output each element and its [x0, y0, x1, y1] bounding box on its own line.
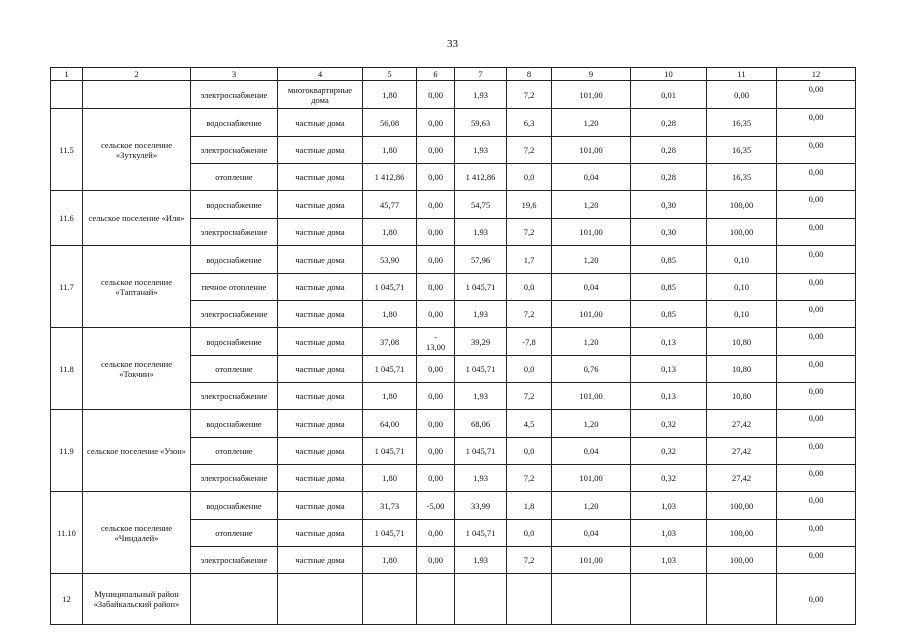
value-cell-c10: 0,13	[631, 383, 707, 410]
row-number-cell: 11.7	[51, 246, 83, 328]
value-cell-c5: 37,08	[363, 328, 417, 356]
value-cell-c7: 1,93	[455, 301, 507, 328]
value-cell-c5: 1 045,71	[363, 274, 417, 301]
value-cell-c12: 0,00	[777, 137, 856, 164]
value-cell-c8: 0,0	[507, 438, 552, 465]
value-cell-c11: 27,42	[707, 465, 777, 492]
value-cell-c11: 0,00	[707, 81, 777, 109]
value-cell-c12: 0,00	[777, 164, 856, 191]
value-cell-c7: 39,29	[455, 328, 507, 356]
empty-cell	[631, 574, 707, 625]
value-cell-c9: 1,20	[552, 191, 631, 219]
row-number-cell: 11.6	[51, 191, 83, 246]
value-cell-c11: 0,10	[707, 301, 777, 328]
value-cell-c8: 1,7	[507, 246, 552, 274]
value-cell-c6: 0,00	[417, 465, 455, 492]
value-cell-c8: 4,5	[507, 410, 552, 438]
value-cell-c12: 0,00	[777, 109, 856, 137]
value-cell-c5: 1,80	[363, 465, 417, 492]
value-cell-c9: 101,00	[552, 547, 631, 574]
row-number-cell	[51, 81, 83, 109]
housing-cell: частные дома	[278, 410, 363, 438]
service-cell: отопление	[191, 356, 278, 383]
housing-cell: частные дома	[278, 246, 363, 274]
column-number-7: 7	[455, 68, 507, 81]
value-cell-c10: 1,03	[631, 492, 707, 520]
service-cell: водоснабжение	[191, 328, 278, 356]
service-cell: электроснабжение	[191, 137, 278, 164]
service-cell: электроснабжение	[191, 383, 278, 410]
value-cell-c9: 1,20	[552, 328, 631, 356]
housing-cell: частные дома	[278, 219, 363, 246]
value-cell-c12: 0,00	[777, 438, 856, 465]
column-number-8: 8	[507, 68, 552, 81]
service-cell: электроснабжение	[191, 301, 278, 328]
value-cell-c6: 0,00	[417, 191, 455, 219]
value-cell-c8: 19,6	[507, 191, 552, 219]
value-cell-c6: 0,00	[417, 438, 455, 465]
value-cell-c8: 0,0	[507, 274, 552, 301]
value-cell-c12: 0,00	[777, 465, 856, 492]
value-cell-c12: 0,00	[777, 246, 856, 274]
value-cell-c7: 68,06	[455, 410, 507, 438]
value-cell-c7: 33,99	[455, 492, 507, 520]
value-cell-c11: 10,80	[707, 383, 777, 410]
value-cell-c10: 0,28	[631, 164, 707, 191]
table-row	[51, 574, 856, 625]
value-cell-c10: 0,28	[631, 109, 707, 137]
value-cell-c6: 0,00	[417, 219, 455, 246]
service-cell: электроснабжение	[191, 219, 278, 246]
value-cell-c6: 0,00	[417, 301, 455, 328]
value-cell-c7: 1,93	[455, 81, 507, 109]
value-cell-c10: 0,85	[631, 274, 707, 301]
value-cell-c6: 0,00	[417, 274, 455, 301]
value-cell-c6: 0,00	[417, 137, 455, 164]
service-cell: отопление	[191, 438, 278, 465]
value-cell-c8: 7,2	[507, 383, 552, 410]
table-row	[51, 410, 856, 438]
value-cell-c12: 0,00	[777, 410, 856, 438]
empty-cell	[417, 574, 455, 625]
settlement-name-cell: сельское поселение «Таптанай»	[83, 246, 191, 328]
value-cell-c10: 0,30	[631, 191, 707, 219]
table-row	[51, 109, 856, 137]
value-cell-c7: 1 412,86	[455, 164, 507, 191]
value-cell-c9: 1,20	[552, 410, 631, 438]
value-cell-c11: 27,42	[707, 410, 777, 438]
value-cell-c10: 0,32	[631, 465, 707, 492]
value-cell-c6: 0,00	[417, 410, 455, 438]
service-cell: водоснабжение	[191, 492, 278, 520]
value-cell-c11: 16,35	[707, 164, 777, 191]
value-cell-c11: 10,80	[707, 356, 777, 383]
value-cell-c9: 1,20	[552, 246, 631, 274]
empty-cell	[507, 574, 552, 625]
page-number: 33	[447, 38, 458, 50]
table-row	[51, 81, 856, 109]
row-number-cell: 11.9	[51, 410, 83, 492]
table-row	[51, 191, 856, 219]
housing-cell: частные дома	[278, 274, 363, 301]
table-row	[51, 328, 856, 356]
value-cell-c12: 0,00	[777, 492, 856, 520]
housing-cell: частные дома	[278, 109, 363, 137]
housing-cell: частные дома	[278, 356, 363, 383]
column-number-5: 5	[363, 68, 417, 81]
empty-cell	[707, 574, 777, 625]
value-cell-c7: 1,93	[455, 219, 507, 246]
value-cell-c12: 0,00	[777, 574, 856, 625]
value-cell-c10: 0,85	[631, 246, 707, 274]
empty-cell	[191, 574, 278, 625]
value-cell-c12: 0,00	[777, 219, 856, 246]
column-number-4: 4	[278, 68, 363, 81]
housing-cell: многоквартирные дома	[278, 81, 363, 109]
value-cell-c11: 0,10	[707, 246, 777, 274]
value-cell-c6: 0,00	[417, 164, 455, 191]
empty-cell	[455, 574, 507, 625]
value-cell-c11: 100,00	[707, 492, 777, 520]
value-cell-c8: 0,0	[507, 356, 552, 383]
value-cell-c12: 0,00	[777, 383, 856, 410]
value-cell-c10: 0,28	[631, 137, 707, 164]
value-cell-c11: 100,00	[707, 547, 777, 574]
housing-cell: частные дома	[278, 520, 363, 547]
value-cell-c6: 0,00	[417, 109, 455, 137]
value-cell-c8: -7,8	[507, 328, 552, 356]
value-cell-c5: 1,80	[363, 219, 417, 246]
value-cell-c5: 1 045,71	[363, 520, 417, 547]
row-number-cell: 11.5	[51, 109, 83, 191]
value-cell-c7: 1,93	[455, 137, 507, 164]
empty-cell	[363, 574, 417, 625]
value-cell-c10: 1,03	[631, 547, 707, 574]
housing-cell: частные дома	[278, 383, 363, 410]
value-cell-c5: 1 412,86	[363, 164, 417, 191]
value-cell-c8: 7,2	[507, 81, 552, 109]
table-row	[51, 492, 856, 520]
row-number-cell: 11.10	[51, 492, 83, 574]
value-cell-c5: 1,80	[363, 81, 417, 109]
value-cell-c7: 1 045,71	[455, 356, 507, 383]
value-cell-c8: 0,0	[507, 164, 552, 191]
service-cell: печное отопление	[191, 274, 278, 301]
value-cell-c5: 64,00	[363, 410, 417, 438]
value-cell-c7: 1 045,71	[455, 438, 507, 465]
value-cell-c9: 101,00	[552, 137, 631, 164]
value-cell-c6: 0,00	[417, 547, 455, 574]
column-number-1: 1	[51, 68, 83, 81]
housing-cell: частные дома	[278, 328, 363, 356]
value-cell-c10: 0,32	[631, 438, 707, 465]
value-cell-c6: -5,00	[417, 492, 455, 520]
value-cell-c11: 10,80	[707, 328, 777, 356]
value-cell-c12: 0,00	[777, 191, 856, 219]
value-cell-c11: 16,35	[707, 137, 777, 164]
value-cell-c12: 0,00	[777, 328, 856, 356]
service-cell: отопление	[191, 164, 278, 191]
value-cell-c8: 7,2	[507, 301, 552, 328]
value-cell-c5: 1,80	[363, 301, 417, 328]
value-cell-c11: 0,10	[707, 274, 777, 301]
value-cell-c10: 0,30	[631, 219, 707, 246]
value-cell-c7: 1,93	[455, 547, 507, 574]
value-cell-c11: 100,00	[707, 191, 777, 219]
value-cell-c7: 57,96	[455, 246, 507, 274]
settlement-name-cell: сельское поселение «Чиндалей»	[83, 492, 191, 574]
value-cell-c8: 7,2	[507, 547, 552, 574]
service-cell: электроснабжение	[191, 547, 278, 574]
value-cell-c6: 0,00	[417, 383, 455, 410]
value-cell-c10: 0,32	[631, 410, 707, 438]
value-cell-c12: 0,00	[777, 356, 856, 383]
value-cell-c8: 7,2	[507, 219, 552, 246]
value-cell-c8: 7,2	[507, 465, 552, 492]
value-cell-c5: 1,80	[363, 137, 417, 164]
row-number-cell: 12	[51, 574, 83, 625]
service-cell: отопление	[191, 520, 278, 547]
value-cell-c8: 1,8	[507, 492, 552, 520]
header-row	[51, 68, 856, 81]
value-cell-c7: 54,75	[455, 191, 507, 219]
value-cell-c9: 101,00	[552, 383, 631, 410]
settlement-name-cell: сельское поселение «Иля»	[83, 191, 191, 246]
column-number-11: 11	[707, 68, 777, 81]
housing-cell: частные дома	[278, 492, 363, 520]
column-number-9: 9	[552, 68, 631, 81]
value-cell-c8: 0,0	[507, 520, 552, 547]
value-cell-c9: 101,00	[552, 219, 631, 246]
service-cell: электроснабжение	[191, 465, 278, 492]
value-cell-c9: 101,00	[552, 465, 631, 492]
district-name-cell: Муниципальный район «Забайкальский район»	[83, 574, 191, 625]
value-cell-c12: 0,00	[777, 81, 856, 109]
value-cell-c12: 0,00	[777, 547, 856, 574]
column-number-10: 10	[631, 68, 707, 81]
value-cell-c11: 100,00	[707, 219, 777, 246]
value-cell-c9: 101,00	[552, 301, 631, 328]
housing-cell: частные дома	[278, 137, 363, 164]
empty-cell	[552, 574, 631, 625]
housing-cell: частные дома	[278, 301, 363, 328]
value-cell-c6: - 13,00	[417, 328, 455, 356]
settlement-cell	[83, 81, 191, 109]
value-cell-c7: 1 045,71	[455, 520, 507, 547]
value-cell-c9: 0,04	[552, 274, 631, 301]
value-cell-c9: 0,04	[552, 164, 631, 191]
value-cell-c11: 27,42	[707, 438, 777, 465]
settlement-name-cell: сельское поселение «Токчин»	[83, 328, 191, 410]
housing-cell: частные дома	[278, 164, 363, 191]
value-cell-c10: 0,01	[631, 81, 707, 109]
value-cell-c6: 0,00	[417, 356, 455, 383]
table-row	[51, 246, 856, 274]
value-cell-c6: 0,00	[417, 246, 455, 274]
value-cell-c6: 0,00	[417, 520, 455, 547]
value-cell-c10: 0,85	[631, 301, 707, 328]
value-cell-c12: 0,00	[777, 301, 856, 328]
row-number-cell: 11.8	[51, 328, 83, 410]
value-cell-c11: 100,00	[707, 520, 777, 547]
value-cell-c7: 1 045,71	[455, 274, 507, 301]
value-cell-c12: 0,00	[777, 520, 856, 547]
column-number-12: 12	[777, 68, 856, 81]
value-cell-c7: 1,93	[455, 465, 507, 492]
value-cell-c6: 0,00	[417, 81, 455, 109]
value-cell-c10: 0,13	[631, 356, 707, 383]
service-cell: водоснабжение	[191, 410, 278, 438]
value-cell-c5: 45,77	[363, 191, 417, 219]
housing-cell: частные дома	[278, 438, 363, 465]
value-cell-c9: 1,20	[552, 109, 631, 137]
service-cell: водоснабжение	[191, 191, 278, 219]
service-cell: электроснабжение	[191, 81, 278, 109]
column-number-2: 2	[83, 68, 191, 81]
value-cell-c5: 1,80	[363, 547, 417, 574]
value-cell-c5: 56,08	[363, 109, 417, 137]
value-cell-c10: 0,13	[631, 328, 707, 356]
value-cell-c12: 0,00	[777, 274, 856, 301]
value-cell-c7: 1,93	[455, 383, 507, 410]
value-cell-c5: 1 045,71	[363, 438, 417, 465]
value-cell-c8: 7,2	[507, 137, 552, 164]
column-number-6: 6	[417, 68, 455, 81]
value-cell-c9: 1,20	[552, 492, 631, 520]
value-cell-c5: 53,90	[363, 246, 417, 274]
empty-cell	[278, 574, 363, 625]
value-cell-c8: 6,3	[507, 109, 552, 137]
value-cell-c11: 16,35	[707, 109, 777, 137]
column-number-3: 3	[191, 68, 278, 81]
housing-cell: частные дома	[278, 465, 363, 492]
settlement-name-cell: сельское поселение «Узон»	[83, 410, 191, 492]
value-cell-c5: 1,80	[363, 383, 417, 410]
value-cell-c7: 59,63	[455, 109, 507, 137]
value-cell-c5: 31,73	[363, 492, 417, 520]
value-cell-c9: 101,00	[552, 81, 631, 109]
service-cell: водоснабжение	[191, 246, 278, 274]
value-cell-c5: 1 045,71	[363, 356, 417, 383]
value-cell-c9: 0,04	[552, 520, 631, 547]
value-cell-c9: 0,76	[552, 356, 631, 383]
value-cell-c10: 1,03	[631, 520, 707, 547]
settlement-name-cell: сельское поселение «Зуткулей»	[83, 109, 191, 191]
value-cell-c9: 0,04	[552, 438, 631, 465]
tariff-table	[50, 67, 856, 625]
housing-cell: частные дома	[278, 547, 363, 574]
service-cell: водоснабжение	[191, 109, 278, 137]
housing-cell: частные дома	[278, 191, 363, 219]
